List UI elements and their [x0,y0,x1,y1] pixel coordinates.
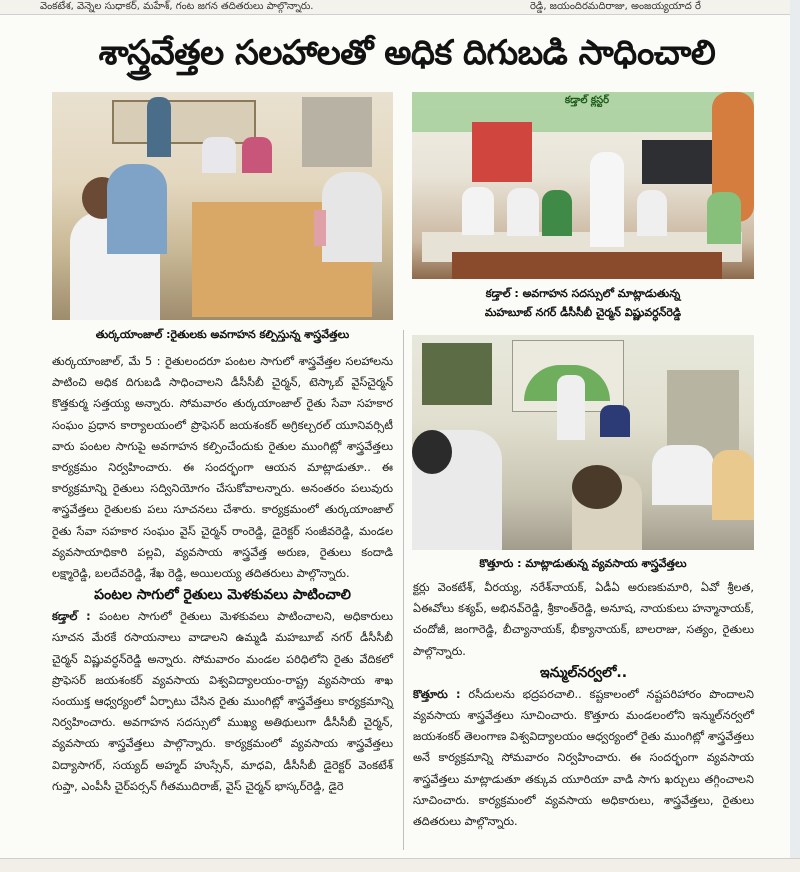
subheading-kadtal: పంటల సాగులో రైతులు మెళకువలు పాటించాలి [94,587,351,604]
column-divider [403,330,404,850]
previous-article-strip [0,0,800,15]
photo-caption-kadtal-line2: మహబూబ్ నగర్ డీసీసీబీ చైర్మన్ విష్ణువర్ధన్‌రెడ్డి [484,306,682,319]
article-left-column [52,351,393,797]
previous-article-text-right: రెడ్డి, జయందిరమదిరాజు, అంజయ్యయాద రే [530,1,701,12]
photo-kothur-meeting [412,335,754,550]
page-edge [790,0,800,871]
article-paragraph-kadtal-text: పంటల సాగులో రైతులు మెళకువలు పాటించాలని, అధికారులు సూచన మేరకే రసాయనాలు వాడాలని ఉమ్మడి మహబూబ్ నగర్ డీసీసీబీ చైర్మన్ విష్ణువర్ధన్‌రెడ్డి అన్నారు. సోమవారం మండల పరిధిలోని రైతు వేదికలో ప్రొఫెసర్ జయశంకర్ వ్యవసాయ విశ్వవిద్యాలయం-రాష్ట్ర వ్యవసాయ శాఖ సంయుక్త ఆధ్వర్యంలో ఏర్పాటు చేసిన రైతు ముంగిట్లో శాస్త్రవేత్తలు కార్యక్రమాన్ని నిర్వహించారు. అవగాహన సదస్సులో ముఖ్య అతిథులుగా డీసీసీబీ చైర్మన్, వ్యవసాయ శాస్త్రవేత్తలు పాల్గొన్నారు. కార్యక్రమంలో వ్యవసాయ శాస్త్రవేత్తలు విద్యాసాగర్, సయ్యద్ అహ్మద్ హుస్సేన్, మాధవి, డీసీసీబీ డైరెక్టర్ వెంకటేశ్ గుప్తా, ఎంపీసీ చైర్‌పర్సన్ గీతముదిరాజ్, వైస్ చైర్మన్ భాస్కర్‌రెడ్డి, డైరె [52,610,393,793]
photo-caption-turkayamjal: తుర్కయాంజాల్ :రైతులకు అవగాహన కల్పిస్తున్న శాస్త్రవేత్తలు [95,328,350,341]
dateline-kadtal: కడ్తాల్ : [52,610,91,624]
article-paragraph-turkayamjal: తుర్కయాంజాల్, మే 5 : రైతులందరూ పంటల సాగులో శాస్త్రవేత్తల సలహాలను పాటించి అధిక దిగుబడి సాధించాలని డీసీసీబీ చైర్మన్, టెస్కాబ్ వైస్‌చైర్మన్ కొత్తకుర్మ సత్తయ్య అన్నారు. సోమవారం తుర్కయాంజాల్ రైతు సేవా సహకార సంఘం ప్రధాన కార్యాలయంలో ప్రొఫెసర్ జయశంకర్ అగ్రికల్చరల్ యూనివర్సిటీ వారు పంటల సాగుపై అవగాహన కల్పించేందుకు రైతుల ముంగిట్లో శాస్త్రవేత్తలు కార్యక్రమం నిర్వహించారు. ఈ సందర్భంగా ఆయన మాట్లాడుతూ.. ఈ కార్యక్రమాన్ని రైతులు సద్వినియోగం చేసుకోవాలన్నారు. అనంతరం పలువురు శాస్త్రవేత్తలు రైతులకు పలు సూచనలు చేశారు. కార్యక్రమంలో తుర్కయాంజాల్ రైతు సేవా సహకార సంఘం వైస్ చైర్మన్ రాంరెడ్డి, డైరెక్టర్ సంజీవరెడ్డి, మండల వ్యవసాయాధికారి పల్లవి, వ్యవసాయ శాస్త్రవేత్త అరుణ, రైతులు కందాడి లక్ష్మారెడ్డి, బలదేవరెడ్డి, శేఖ రెడ్డి, అయిలయ్య తదితరులు పాల్గొన్నారు. [52,355,393,581]
next-article-strip [0,858,800,872]
photo-kadtal-meeting [412,92,754,279]
article-paragraph-continued: క్టర్లు వెంకటేశ్, వీరయ్య, నరేశ్‌నాయక్, ఏడీఏ అరుణకుమారి, ఏవో శ్రీలత, ఏఈవోలు కశ్యప్, అభినవ్‌రెడ్డి, శ్రీకాంత్‌రెడ్డి, అనూష, నాయకులు హన్మానాయక్, చందోజీ, జంగారెడ్డి, బీచ్యానాయక్, భీక్యానాయక్, బాలరాజు, సత్యం, రైతులు పాల్గొన్నారు. [413,581,754,658]
subheading-kothur: ఇన్ముల్‌నర్వలో.. [539,664,628,681]
photo-caption-kadtal-line1: కడ్తాల్ : అవగాహన సదస్సులో మాట్లాడుతున్న [485,287,681,300]
headline: శాస్త్రవేత్తల సలహాలతో అధిక దిగుబడి సాధించాలి [98,33,716,73]
article-paragraph-kothur [413,684,754,832]
photo-banner-text: కడ్తాల్ క్లస్టర్ [564,95,610,106]
photo-caption-kothur: కొత్తూరు : మాట్లాడుతున్న వ్యవసాయ శాస్త్రవేత్తలు [479,557,687,570]
article-paragraph-kadtal [52,606,393,797]
article-right-column [413,577,754,832]
dateline-kothur: కొత్తూరు : [413,687,461,701]
photo-caption-kadtal [412,284,754,322]
previous-article-text-left: వెంకటేశ, వెన్నెల సుధాకర్, మహేశ్, గంట జగన తదితరులు పాల్గొన్నారు. [40,1,314,12]
article-paragraph-kothur-text: రసీదులను భద్రపరచాలి.. కష్టకాలంలో నష్టపరిహారం పొందాలని వ్యవసాయ శాస్త్రవేత్తలు సూచించారు. కొత్తూరు మండలంలోని ఇన్ముల్‌నర్వలో జయశంకర్ తెలంగాణ విశ్వవిద్యాలయం ఆధ్వర్యంలో రైతు ముంగిట్లో శాస్త్రవేత్తలు అనే కార్యక్రమాన్ని సోమవారం నిర్వహించారు. ఈ సందర్భంగా వ్యవసాయ శాస్త్రవేత్తలు మాట్లాడుతూ తక్కువ యూరియా వాడి సాగు ఖర్చులు తగ్గించాలని సూచించారు. కార్యక్రమంలో వ్యవసాయ అధికారులు, శాస్త్రవేత్తలు, రైతులు తదితరులు పాల్గొన్నారు. [413,687,754,829]
photo-turkayamjal-meeting [52,92,393,320]
